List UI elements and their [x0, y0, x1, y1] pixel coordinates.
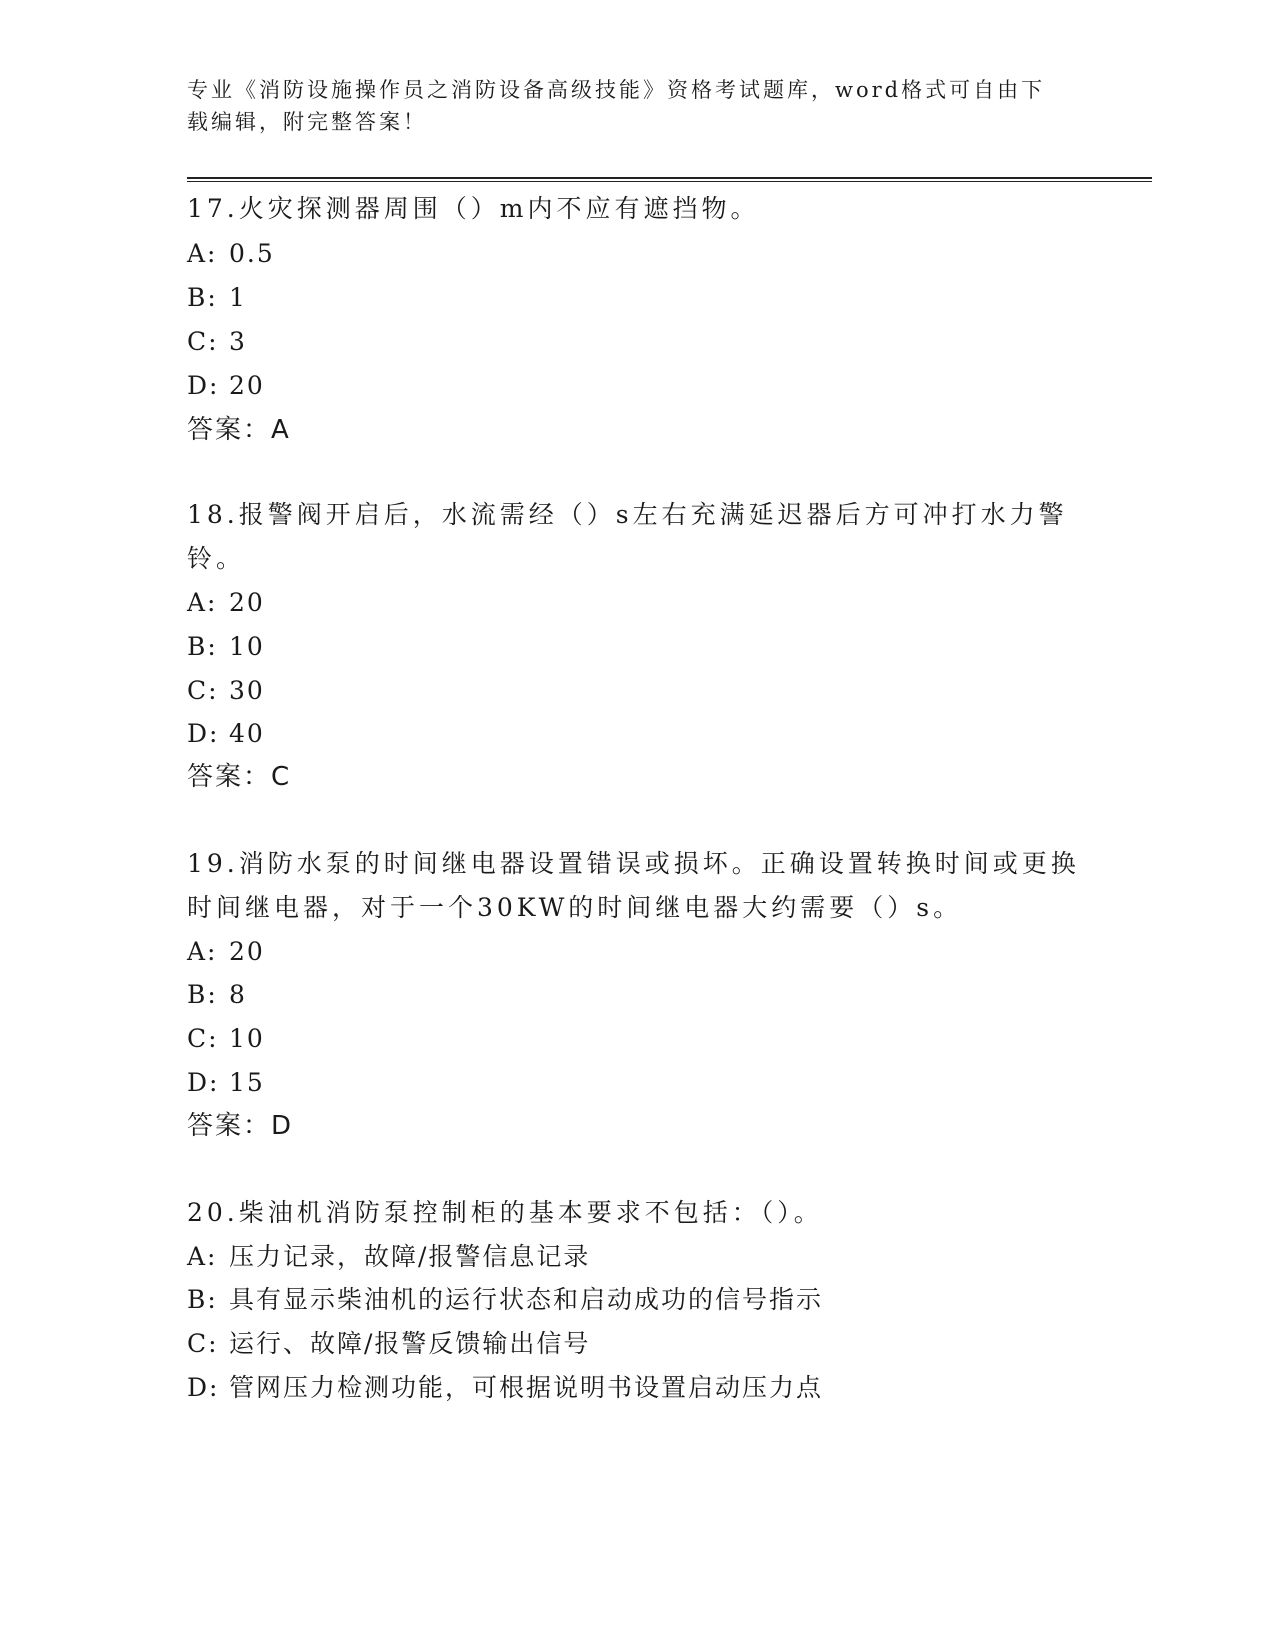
option-text: 20 — [229, 588, 265, 617]
question-18-stem-line-1: 18.报警阀开启后，水流需经（）s左右充满延迟器后方可冲打水力警 — [187, 500, 1068, 529]
question-18-stem-line-2: 铃。 — [187, 544, 246, 573]
option-text: 15 — [229, 1068, 265, 1097]
option-label: B: — [187, 632, 218, 661]
question-20-stem: 20.柴油机消防泵控制柜的基本要求不包括：（）。 — [187, 1198, 823, 1227]
option-text: 具有显示柴油机的运行状态和启动成功的信号指示 — [229, 1285, 824, 1314]
option-text: 压力记录，故障/报警信息记录 — [229, 1242, 591, 1271]
option-text: 管网压力检测功能，可根据说明书设置启动压力点 — [229, 1373, 824, 1402]
option-label: A: — [187, 239, 218, 268]
question-18-option-d — [187, 717, 265, 751]
header-rule-top — [187, 177, 1152, 179]
header-line-2: 载编辑，附完整答案！ — [187, 110, 427, 134]
question-17-option-b — [187, 281, 247, 315]
option-label: D: — [187, 1373, 220, 1402]
option-label: C: — [187, 1329, 219, 1358]
option-label: A: — [187, 937, 218, 966]
option-label: C: — [187, 1024, 219, 1053]
header-line-1: 专业《消防设施操作员之消防设备高级技能》资格考试题库，word格式可自由下 — [187, 78, 1046, 102]
option-text: 1 — [229, 283, 247, 312]
question-19-stem-line-2: 时间继电器，对于一个30KW的时间继电器大约需要（）s。 — [187, 893, 963, 922]
header-rule-bottom — [187, 181, 1152, 182]
option-text: 20 — [229, 371, 265, 400]
option-text: 3 — [229, 327, 247, 356]
question-18-option-b — [187, 630, 265, 664]
option-label: D: — [187, 371, 220, 400]
option-label: A: — [187, 1242, 218, 1271]
question-19-answer: 答案：D — [187, 1111, 294, 1141]
option-label: B: — [187, 980, 218, 1009]
question-17-option-d — [187, 369, 265, 403]
question-18-option-a — [187, 586, 265, 620]
option-text: 10 — [229, 1024, 265, 1053]
option-text: 运行、故障/报警反馈输出信号 — [229, 1329, 591, 1358]
option-text: 0.5 — [229, 239, 275, 268]
question-19-option-c — [187, 1022, 265, 1056]
question-17-answer: 答案：A — [187, 415, 291, 445]
option-label: C: — [187, 327, 219, 356]
option-text: 20 — [229, 937, 265, 966]
option-text: 8 — [229, 980, 247, 1009]
question-20-option-a — [187, 1240, 590, 1274]
question-19-option-b — [187, 978, 247, 1012]
option-label: B: — [187, 283, 218, 312]
option-label: A: — [187, 588, 218, 617]
question-17-stem: 17.火灾探测器周围（）m内不应有遮挡物。 — [187, 194, 760, 223]
question-17-option-a — [187, 237, 275, 271]
option-text: 10 — [229, 632, 265, 661]
option-label: D: — [187, 719, 220, 748]
option-text: 30 — [229, 676, 265, 705]
question-20-option-c — [187, 1327, 590, 1361]
question-20-option-d — [187, 1371, 823, 1405]
question-18-answer: 答案：C — [187, 762, 292, 792]
option-label: B: — [187, 1285, 218, 1314]
option-text: 40 — [229, 719, 265, 748]
question-18-option-c — [187, 674, 265, 708]
question-19-option-a — [187, 935, 265, 969]
question-20-option-b — [187, 1283, 823, 1317]
question-19-option-d — [187, 1066, 265, 1100]
option-label: D: — [187, 1068, 220, 1097]
question-19-stem-line-1: 19.消防水泵的时间继电器设置错误或损坏。正确设置转换时间或更换 — [187, 849, 1080, 878]
option-label: C: — [187, 676, 219, 705]
question-17-option-c — [187, 325, 247, 359]
